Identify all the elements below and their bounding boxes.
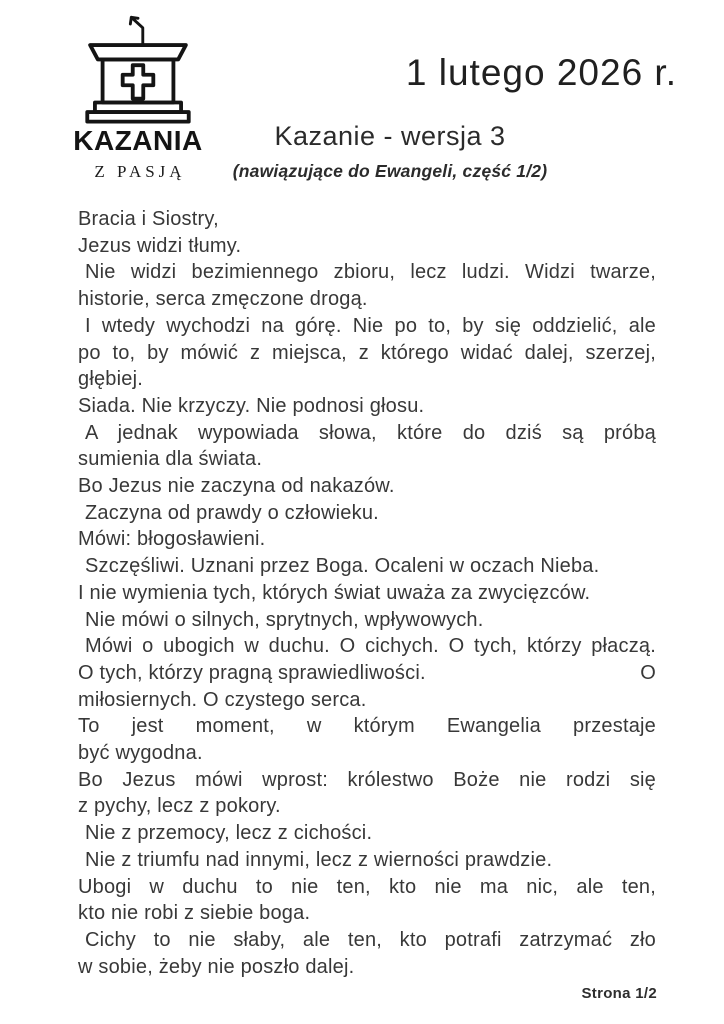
sermon-line: A jednak wypowiada słowa, które do dziś są próbą: [85, 421, 656, 444]
sermon-line: w sobie, żeby nie poszło dalej.: [78, 955, 355, 978]
sermon-line: głębiej.: [78, 368, 143, 391]
sermon-line: Zaczyna od prawdy o człowieku.: [85, 501, 379, 524]
sermon-line: Bo Jezus mówi wprost: królestwo Boże nie rodzi się: [78, 768, 656, 791]
sermon-line: Mówi o ubogich w duchu. O cichych. O tych, którzy płaczą.: [85, 635, 656, 658]
logo: [58, 14, 218, 182]
sermon-line: O tych, którzy pragną sprawiedliwości. O: [78, 661, 656, 684]
sermon-line: kto nie robi z siebie boga.: [78, 902, 311, 925]
sermon-line: Jezus widzi tłumy.: [78, 234, 242, 257]
sermon-line: Nie z przemocy, lecz z cichości.: [85, 822, 373, 845]
sermon-line: To jest moment, w którym Ewangelia przestaje: [78, 715, 656, 738]
logo-brand: KAZANIA: [73, 125, 203, 156]
sermon-line: Nie widzi bezimiennego zbioru, lecz ludzi. Widzi twarze,: [85, 261, 656, 284]
sermon-line: I nie wymienia tych, których świat uważa za zwycięzców.: [78, 581, 591, 604]
sermon-line: I wtedy wychodzi na górę. Nie po to, by się oddzielić, ale: [85, 314, 656, 337]
sermon-line: po to, by mówić z miejsca, z którego widać dalej, szerzej,: [78, 341, 656, 364]
sermon-line: Cichy to nie słaby, ale ten, kto potrafi zatrzymać zło: [85, 928, 656, 951]
sermon-line: historie, serca zmęczone drogą.: [78, 288, 368, 311]
document-title: Kazanie - wersja 3: [274, 121, 506, 151]
sermon-line: sumienia dla świata.: [78, 448, 263, 471]
sermon-line: Nie mówi o silnych, sprytnych, wpływowych.: [85, 608, 484, 631]
sermon-line: Siada. Nie krzyczy. Nie podnosi głosu.: [78, 394, 425, 417]
sermon-line: miłosiernych. O czystego serca.: [78, 688, 367, 711]
sermon-line: Nie z triumfu nad innymi, lecz z wierności prawdzie.: [85, 848, 553, 871]
sermon-line: Mówi: błogosławieni.: [78, 528, 266, 551]
sermon-line: Szczęśliwi. Uznani przez Boga. Ocaleni w oczach Nieba.: [85, 555, 600, 578]
sermon-text: [78, 206, 656, 980]
document-subtitle: (nawiązujące do Ewangeli, część 1/2): [232, 161, 548, 181]
pulpit-cross-microphone-icon: [71, 14, 205, 124]
document-date: 1 lutego 2026 r.: [405, 52, 677, 93]
sermon-line: z pychy, lecz z pokory.: [78, 795, 281, 818]
title-block: [208, 121, 572, 182]
sermon-line: Ubogi w duchu to nie ten, kto nie ma nic, ale ten,: [78, 875, 656, 898]
sermon-line: Bo Jezus nie zaczyna od nakazów.: [78, 475, 395, 498]
sermon-line: Bracia i Siostry,: [78, 208, 219, 230]
page-number: Strona 1/2: [581, 985, 657, 1002]
sermon-line: być wygodna.: [78, 742, 203, 765]
logo-tagline: Z PASJĄ: [94, 162, 186, 181]
